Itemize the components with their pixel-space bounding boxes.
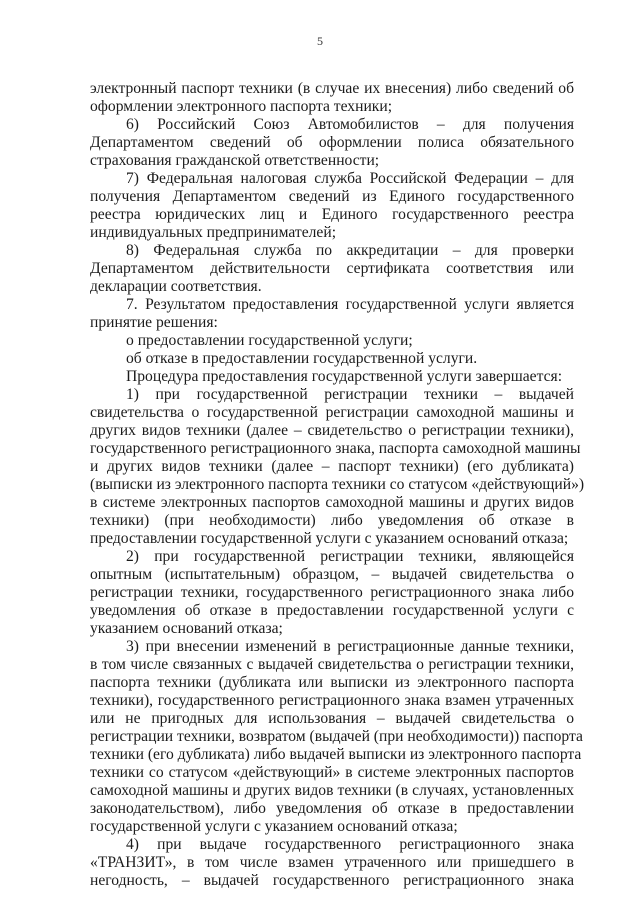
text-line: (выписки из электронного паспорта техники со статусом «действующий») <box>90 476 585 493</box>
text-line: 8) Федеральная служба по аккредитации – для проверки <box>126 242 574 259</box>
text-line: или не пригодных для использования – выдачей свидетельства о <box>90 710 574 727</box>
text-line: Департаментом сведений об оформлении полиса обязательного <box>90 134 574 151</box>
text-line: «ТРАНЗИТ», в том числе взамен утраченного или пришедшего в <box>90 854 574 871</box>
text-line: страхования гражданской ответственности; <box>90 152 380 169</box>
text-line: Процедура предоставления государственной услуги завершается: <box>126 368 563 385</box>
text-line: и других видов техники (далее – паспорт техники) (его дубликата) <box>90 458 574 475</box>
text-line: регистрации техники, возвратом (выдачей (при необходимости)) паспорта <box>90 728 583 745</box>
text-line: техники (его дубликата) либо выдачей выписки из электронного паспорта <box>90 746 582 763</box>
text-line: техники со статусом «действующий» в системе электронных паспортов <box>90 764 574 781</box>
page-number: 5 <box>317 34 323 48</box>
text-line: опытным (испытательным) образцом, – выдачей свидетельства о <box>90 566 574 583</box>
text-line: негодность, – выдачей государственного регистрационного знака <box>90 872 574 889</box>
text-line: техники), государственного регистрационного знака взамен утраченных <box>90 692 574 709</box>
text-line: принятие решения: <box>90 314 218 331</box>
text-line: в том числе связанных с выдачей свидетельства о регистрации техники, <box>90 656 574 673</box>
text-line: об отказе в предоставлении государственной услуги. <box>126 350 478 367</box>
text-line: 7) Федеральная налоговая служба Российской Федерации – для <box>126 170 574 187</box>
text-line: в системе электронных паспортов самоходной машины и других видов <box>90 494 574 511</box>
text-line: предоставлении государственной услуги с указанием оснований отказа; <box>90 530 569 547</box>
text-line: уведомления об отказе в предоставлении государственной услуги с <box>90 602 574 619</box>
text-line: 4) при выдаче государственного регистрационного знака <box>126 836 574 853</box>
text-line: указанием оснований отказа; <box>90 620 283 637</box>
text-line: реестра юридических лиц и Единого государственного реестра <box>90 206 574 223</box>
text-line: паспорта техники (дубликата или выписки из электронного паспорта <box>90 674 574 691</box>
text-line: 6) Российский Союз Автомобилистов – для получения <box>126 116 574 133</box>
text-line: государственного регистрационного знака, паспорта самоходной машины <box>90 440 581 457</box>
text-line: техники) (при необходимости) либо уведомления об отказе в <box>90 512 574 529</box>
text-line: 1) при государственной регистрации техники – выдачей <box>126 386 574 403</box>
text-line: оформлении электронного паспорта техники; <box>90 98 393 115</box>
text-line: свидетельства о государственной регистрации самоходной машины и <box>90 404 574 421</box>
text-line: индивидуальных предпринимателей; <box>90 224 337 241</box>
text-line: регистрации техники, государственного регистрационного знака либо <box>90 584 574 601</box>
text-line: электронный паспорт техники (в случае их внесения) либо сведений об <box>90 80 574 97</box>
text-line: других видов техники (далее – свидетельство о регистрации техники), <box>90 422 574 439</box>
text-line: Департаментом действительности сертификата соответствия или <box>90 260 574 277</box>
text-line: декларации соответствия. <box>90 278 262 295</box>
text-line: 2) при государственной регистрации техники, являющейся <box>126 548 574 565</box>
document-body <box>90 80 585 890</box>
text-line: законодательством), либо уведомления об отказе в предоставлении <box>90 800 574 817</box>
text-line: 7. Результатом предоставления государственной услуги является <box>126 296 574 313</box>
text-line: получения Департаментом сведений из Единого государственного <box>90 188 574 205</box>
text-line: о предоставлении государственной услуги; <box>126 332 413 349</box>
text-line: государственной услуги с указанием оснований отказа; <box>90 818 458 835</box>
text-line: 3) при внесении изменений в регистрационные данные техники, <box>126 638 574 655</box>
text-line: самоходной машины и других видов техники (в случаях, установленных <box>90 782 574 799</box>
